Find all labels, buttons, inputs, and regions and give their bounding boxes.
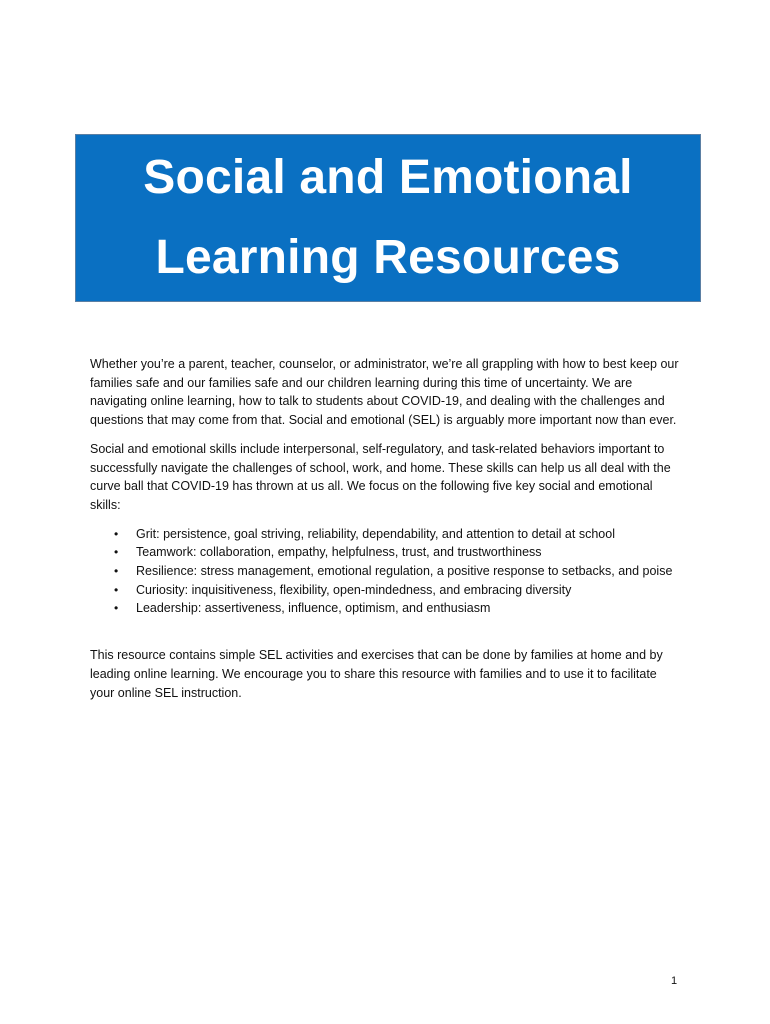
list-item	[90, 525, 682, 544]
title-banner	[75, 134, 701, 302]
intro-paragraph: Whether you’re a parent, teacher, counselor, or administrator, we’re all grappling with how to best keep our families safe and our families safe and our children learning during this time of uncertainty. We are navigating online learning, how to talk to students about COVID-19, and dealing with the challenges and questions that may come from that. Social and emotional (SEL) is arguably more important now than ever.	[90, 357, 679, 428]
list-item	[90, 581, 682, 600]
list-item-text: Leadership: assertiveness, influence, optimism, and enthusiasm	[136, 601, 491, 616]
bullet-icon: •	[114, 526, 119, 541]
list-item-text: Resilience: stress management, emotional regulation, a positive response to setbacks, and poise	[136, 564, 673, 579]
skills-list	[90, 525, 682, 619]
bullet-icon: •	[114, 564, 119, 579]
list-item	[90, 543, 682, 562]
document-body	[90, 355, 682, 712]
list-item-text: Grit: persistence, goal striving, reliability, dependability, and attention to detail at school	[136, 526, 615, 541]
title-line-1: Social and Emotional	[143, 151, 633, 204]
page-number: 1	[671, 975, 678, 987]
title-line-2: Learning Resources	[155, 231, 621, 284]
skills-paragraph: Social and emotional skills include interpersonal, self-regulatory, and task-related behaviors important to successfully navigate the challenges of school, work, and home. These skills can help us all deal with the curve ball that COVID-19 has thrown at us all. We focus on the following five key social and emotional skills:	[90, 441, 671, 512]
bullet-icon: •	[114, 601, 119, 616]
bullet-icon: •	[114, 545, 119, 560]
closing-paragraph: This resource contains simple SEL activities and exercises that can be done by families at home and by leading online learning. We encourage you to share this resource with families and to use it to facilitate your online SEL instruction.	[90, 648, 663, 700]
list-item-text: Teamwork: collaboration, empathy, helpfulness, trust, and trustworthiness	[136, 545, 542, 560]
bullet-icon: •	[114, 582, 119, 597]
list-item	[90, 562, 682, 581]
list-item-text: Curiosity: inquisitiveness, flexibility, open-mindedness, and embracing diversity	[136, 582, 572, 597]
list-item	[90, 599, 682, 618]
